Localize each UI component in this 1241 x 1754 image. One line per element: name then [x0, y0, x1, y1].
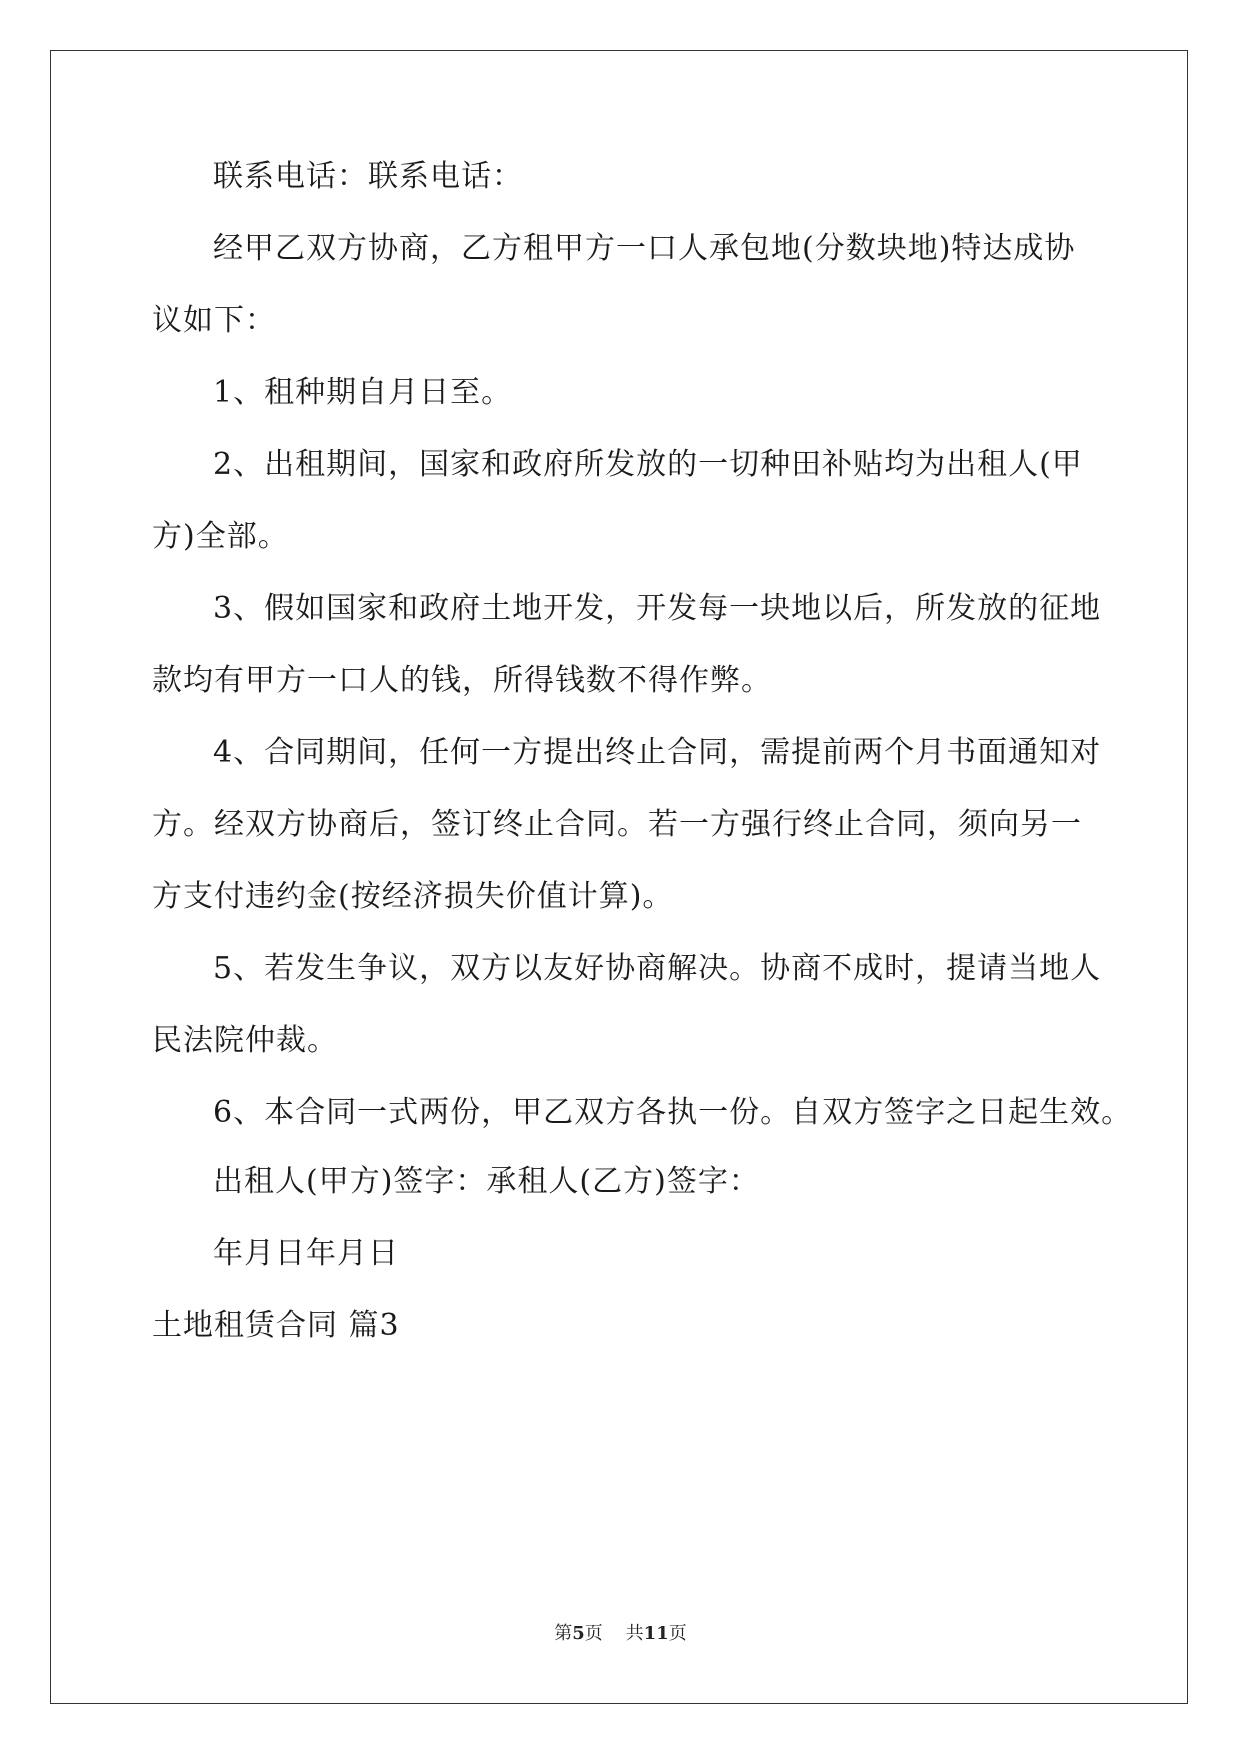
footer-total-prefix: 共	[625, 1623, 644, 1644]
clause-4: 4、合同期间，任何一方提出终止合同，需提前两个月书面通知对	[213, 735, 1102, 770]
paragraph-intro: 经甲乙双方协商，乙方租甲方一口人承包地(分数块地)特达成协	[213, 231, 1076, 266]
footer-total-suffix: 页	[668, 1623, 687, 1644]
clause-5: 5、若发生争议，双方以友好协商解决。协商不成时，提请当地人	[213, 951, 1102, 986]
footer-page-prefix: 第	[554, 1623, 573, 1644]
page-footer	[0, 1622, 1241, 1646]
clause-3: 3、假如国家和政府土地开发，开发每一块地以后，所发放的征地	[213, 591, 1102, 626]
date-line: 年月日年月日	[213, 1236, 399, 1271]
clause-2: 2、出租期间，国家和政府所发放的一切种田补贴均为出租人(甲	[213, 447, 1083, 482]
contact-phone-line: 联系电话：联系电话：	[213, 159, 523, 194]
footer-page-suffix: 页	[584, 1623, 603, 1644]
footer-total-number: 11	[643, 1623, 669, 1644]
clause-6: 6、本合同一式两份，甲乙双方各执一份。自双方签字之日起生效。	[213, 1095, 1133, 1130]
clause-4-cont-2: 方支付违约金(按经济损失价值计算)。	[152, 879, 674, 914]
clause-4-cont-1: 方。经双方协商后，签订终止合同。若一方强行终止合同，须向另一	[152, 807, 1082, 842]
clause-5-cont: 民法院仲裁。	[152, 1023, 338, 1058]
clause-3-cont: 款均有甲方一口人的钱，所得钱数不得作弊。	[152, 663, 772, 698]
clause-1: 1、租种期自月日至。	[213, 375, 513, 410]
clause-2-cont: 方)全部。	[152, 519, 289, 554]
paragraph-intro-cont: 议如下：	[152, 303, 276, 338]
signature-line: 出租人(甲方)签字：承租人(乙方)签字：	[213, 1164, 760, 1199]
section-heading: 土地租赁合同 篇3	[152, 1308, 400, 1343]
footer-page-number: 5	[572, 1623, 585, 1644]
